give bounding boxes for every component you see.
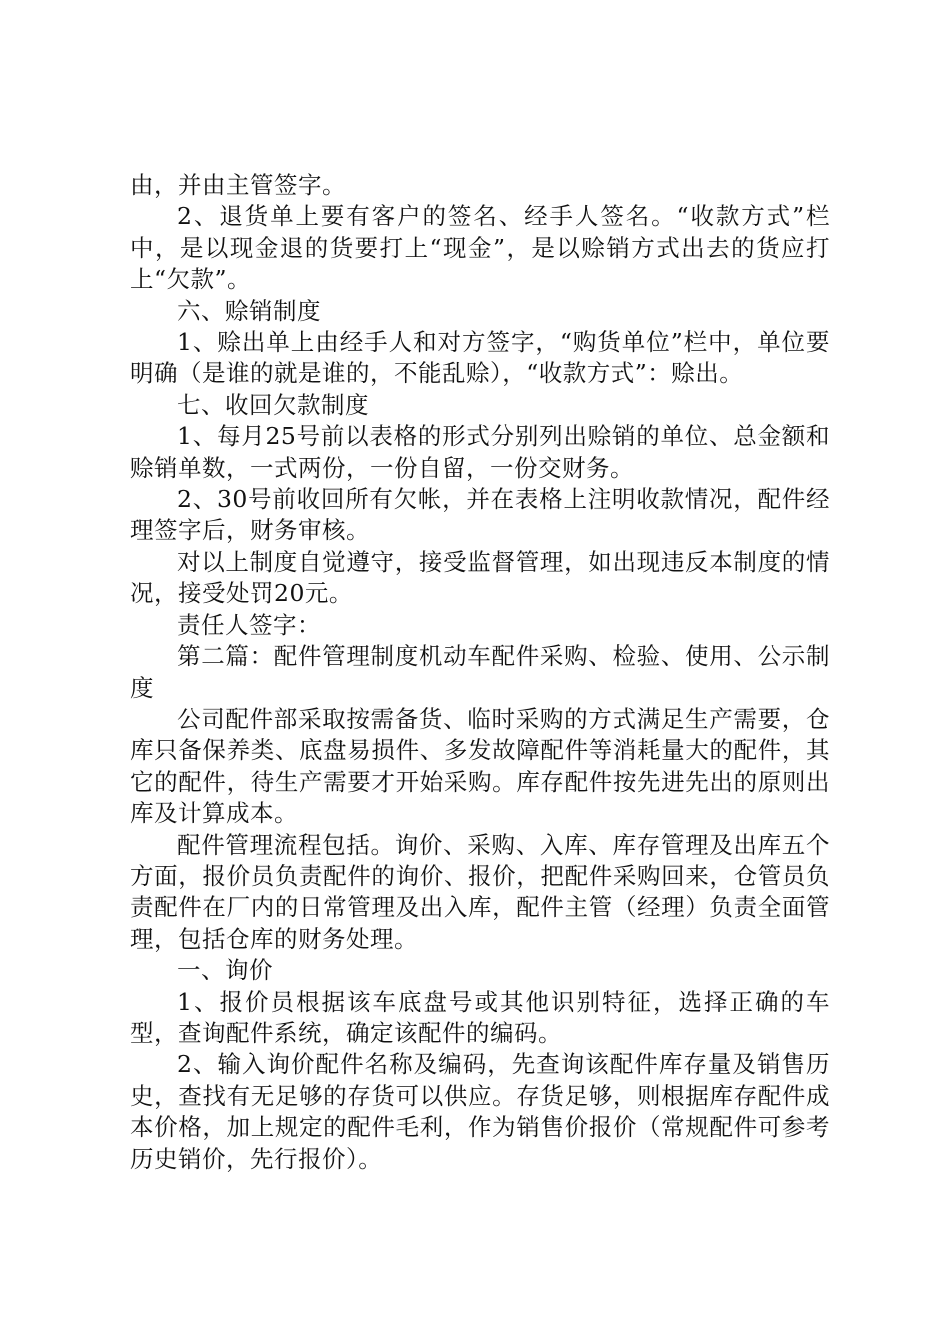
paragraph-4: 1、每月25号前以表格的形式分别列出赊销的单位、总金额和赊销单数，一式两份，一份自留，一份交财务。: [130, 422, 830, 482]
paragraph-2: 2、退货单上要有客户的签名、经手人签名。“收款方式”栏中，是以现金退的货要打上“现金”，是以赊销方式出去的货应打上“欠款”。: [130, 202, 830, 294]
chapter-title: 第二篇：配件管理制度机动车配件采购、检验、使用、公示制度: [130, 642, 830, 702]
paragraph-5: 2、30号前收回所有欠帐，并在表格上注明收款情况，配件经理签字后，财务审核。: [130, 485, 830, 545]
section-heading-6: 六、赊销制度: [177, 296, 321, 325]
signature-line: 责任人签字：: [177, 610, 321, 639]
paragraph-1: 由，并由主管签字。: [130, 171, 346, 199]
paragraph-6: 对以上制度自觉遵守，接受监督管理，如出现违反本制度的情况，接受处罚20元。: [130, 547, 830, 608]
paragraph-8: 配件管理流程包括。询价、采购、入库、库存管理及出库五个方面，报价员负责配件的询价、报价，把配件采购回来，仓管员负责配件在厂内的日常管理及出入库，配件主管（经理）负责全面管理，包括仓库的财务处理。: [130, 830, 830, 953]
section-heading-7: 七、收回欠款制度: [177, 390, 369, 419]
document-body: [130, 170, 830, 1175]
paragraph-7: 公司配件部采取按需备货、临时采购的方式满足生产需要，仓库只备保养类、底盘易损件、多发故障配件等消耗量大的配件，其它的配件，待生产需要才开始采购。库存配件按先进先出的原则出库及计算成本。: [130, 704, 830, 828]
paragraph-9: 1、报价员根据该车底盘号或其他识别特征，选择正确的车型，查询配件系统，确定该配件的编码。: [130, 987, 830, 1047]
paragraph-10: 2、输入询价配件名称及编码，先查询该配件库存量及销售历史，查找有无足够的存货可以供应。存货足够，则根据库存配件成本价格，加上规定的配件毛利，作为销售价报价（常规配件可参考历史销价，先行报价）。: [130, 1050, 830, 1173]
paragraph-3: 1、赊出单上由经手人和对方签字，“购货单位”栏中，单位要明确（是谁的就是谁的，不能乱赊），“收款方式”：赊出。: [130, 328, 830, 388]
section-heading-1: 一、询价: [177, 956, 273, 985]
